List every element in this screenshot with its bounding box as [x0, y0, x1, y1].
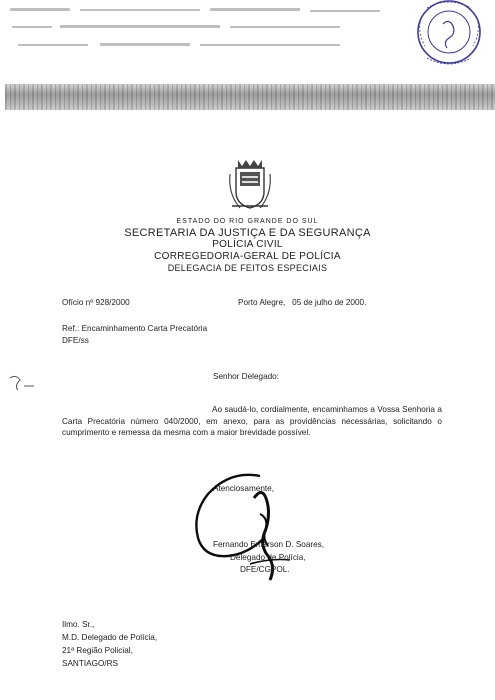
letter-body	[62, 404, 442, 439]
letterhead-delegacia: DELEGACIA DE FEITOS ESPECIAIS	[167, 263, 328, 273]
recipient-line3: 21ª Região Policial,	[62, 646, 133, 655]
signer-unit: DFE/CGPOL.	[240, 565, 290, 574]
recipient-line2: M.D. Delegado de Polícia,	[62, 633, 158, 642]
letterhead-corregedoria: CORREGEDORIA-GERAL DE POLÍCIA	[154, 251, 341, 262]
margin-handwritten-mark	[6, 372, 40, 396]
closing: Atenciosamente,	[213, 484, 274, 493]
official-seal-stamp	[407, 0, 491, 72]
recipient-line4: SANTIAGO/RS	[62, 659, 118, 668]
scan-artifact-bar	[5, 84, 495, 110]
signer-title: Delegado de Polícia,	[230, 553, 306, 562]
reference-line: Ref.: Encaminhamento Carta Precatória	[62, 324, 208, 333]
place-date: Porto Alegre, 05 de julho de 2000.	[238, 298, 367, 307]
letter-body-text: Ao saudá-lo, cordialmente, encaminhamos a Vossa Senhoria a Carta Precatória número 040/2000, em anexo, para as providências necessárias, solicitando o cumprimento e remessa da mesma com a maior brevidade possível.	[62, 405, 442, 437]
letterhead-state: ESTADO DO RIO GRANDE DO SUL	[176, 218, 319, 225]
oficio-number: Ofício nº 928/2000	[62, 298, 130, 307]
salutation: Senhor Delegado:	[213, 372, 280, 381]
recipient-line1: Ilmo. Sr.,	[62, 620, 95, 629]
state-coat-of-arms-icon	[228, 154, 272, 214]
letterhead-secretariat: SECRETARIA DA JUSTIÇA E DA SEGURANÇA	[124, 227, 371, 239]
signer-name: Fernando Emerson D. Soares,	[213, 540, 325, 549]
letterhead-police: POLÍCIA CIVIL	[212, 239, 283, 250]
reference-code: DFE/ss	[62, 336, 89, 345]
